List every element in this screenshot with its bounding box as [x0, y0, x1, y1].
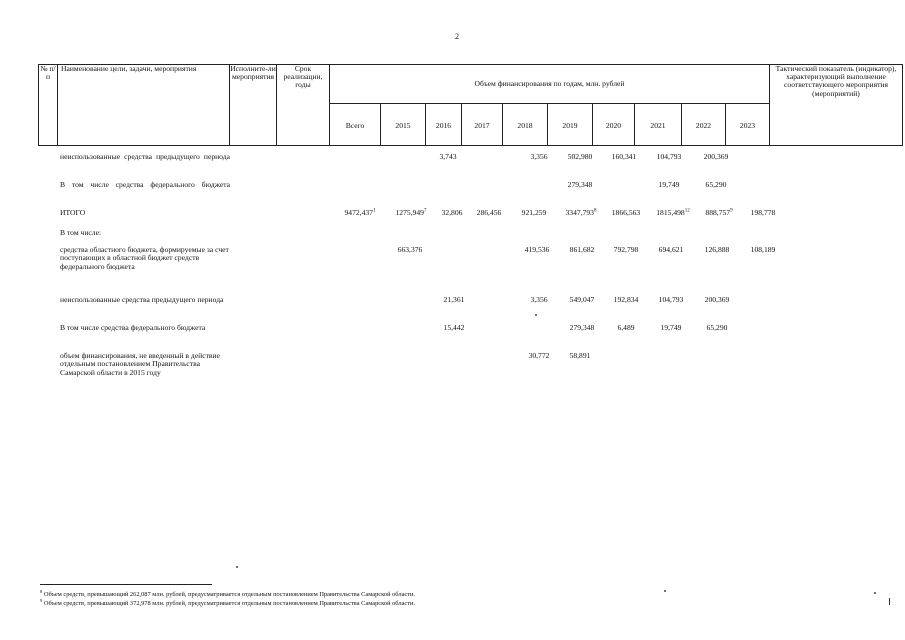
row-label: объем финансирования, не введенный в действие отдельным постановлением Правительства Самарской области в 2015 году	[60, 351, 220, 377]
row-1-2020: 160,341	[611, 152, 637, 161]
row-6-2016: 21,361	[443, 295, 465, 304]
header-col-total: Всего	[330, 104, 381, 146]
row-label-total: ИТОГО	[60, 208, 86, 217]
row-5-2019: 861,682	[569, 245, 595, 254]
header-executor: Исполните-ли мероприятия	[230, 65, 277, 146]
stray-dot	[236, 566, 238, 568]
row-6-2021: 104,793	[658, 295, 684, 304]
header-col-2021: 2021	[635, 104, 682, 146]
header-col-2018: 2018	[503, 104, 548, 146]
row-label: В том числе средства федерального бюджета	[60, 323, 206, 332]
header-col-2023: 2023	[726, 104, 770, 146]
row-2-2022: 65,290	[705, 180, 727, 189]
row-7-2021: 19,749	[660, 323, 682, 332]
row-1-2016: 3,743	[439, 152, 457, 161]
row-label: средства областного бюджета, формируемые за счет поступающих в областной бюджет средств федерального бюджета	[60, 245, 229, 271]
footnote: $^9$ Объем средств, превышающий 372,978 млн. рублей, предусматривается отдельным постановлением Правительства Самарской области.	[40, 597, 416, 607]
row-total-2015: 1275,949$^7$	[395, 208, 427, 217]
row-total-2019: 3347,793$^8$	[565, 208, 597, 217]
header-col-2016: 2016	[426, 104, 462, 146]
row-total-2016: 32,806	[441, 208, 463, 217]
stray-dot	[664, 590, 666, 592]
row-1-2022: 200,369	[703, 152, 729, 161]
header-num: № п/п	[39, 65, 58, 146]
header-col-2019: 2019	[548, 104, 593, 146]
row-2-2019: 279,348	[567, 180, 593, 189]
header-col-2020: 2020	[593, 104, 635, 146]
row-6-2022: 200,369	[704, 295, 730, 304]
footnote-rule	[40, 584, 212, 585]
row-label: В том числе средства федерального бюджета	[60, 180, 230, 189]
row-total-2020: 1866,563	[611, 208, 641, 217]
row-5-2018: 419,536	[524, 245, 550, 254]
row-8-2018: 30,772	[528, 351, 550, 360]
header-indicator: Тактический показатель (индикатор), характеризующий выполнение соответствующего мероприятия (мероприятий)	[770, 65, 903, 146]
row-7-2022: 65,290	[706, 323, 728, 332]
header-financing-title: Объем финансирования по годам, млн. рублей	[330, 65, 770, 104]
row-total-2022: 888,757$^9$	[705, 208, 733, 217]
row-5-2020: 792,798	[613, 245, 639, 254]
header-col-2015: 2015	[381, 104, 426, 146]
row-6-2020: 192,834	[613, 295, 639, 304]
row-6-2018: 3,356	[530, 295, 548, 304]
row-7-2020: 6,489	[617, 323, 635, 332]
header-col-2022: 2022	[682, 104, 726, 146]
row-1-2018: 3,356	[530, 152, 548, 161]
row-total-2021: 1815,498$^{12}$	[656, 208, 690, 217]
row-5-2015: 663,376	[397, 245, 423, 254]
row-5-2021: 694,621	[658, 245, 684, 254]
row-5-2022: 126,888	[704, 245, 730, 254]
stray-dot	[535, 314, 537, 316]
row-total-2023: 198,778	[750, 208, 776, 217]
table-header	[38, 64, 903, 146]
stray-mark	[889, 598, 890, 605]
row-label: В том числе:	[60, 228, 102, 237]
row-total-2018: 921,259	[521, 208, 547, 217]
footnote: $^8$ Объем средств, превышающий 262,087 млн. рублей, предусматривается отдельным постановлением Правительства Самарской области.	[40, 588, 416, 598]
row-label: неиспользованные средства предыдущего периода	[60, 295, 224, 304]
row-8-2019: 58,891	[569, 351, 591, 360]
header-col-2017: 2017	[462, 104, 503, 146]
stray-dot	[874, 592, 876, 594]
row-5-2023: 108,189	[750, 245, 776, 254]
header-term: Срок реализации, годы	[277, 65, 330, 146]
row-6-2019: 549,047	[569, 295, 595, 304]
row-label: неиспользованные средства предыдущего периода	[60, 152, 230, 161]
row-1-2019: 502,980	[567, 152, 593, 161]
header-name: Наименование цели, задачи, мероприятия	[58, 65, 230, 146]
row-2-2021: 19,749	[658, 180, 680, 189]
page-number: 2	[455, 32, 459, 41]
row-total-2017: 286,456	[476, 208, 502, 217]
row-7-2016: 15,442	[443, 323, 465, 332]
row-total-sum: 9472,437$^1$	[344, 208, 376, 217]
row-7-2019: 279,348	[569, 323, 595, 332]
row-1-2021: 104,793	[656, 152, 682, 161]
